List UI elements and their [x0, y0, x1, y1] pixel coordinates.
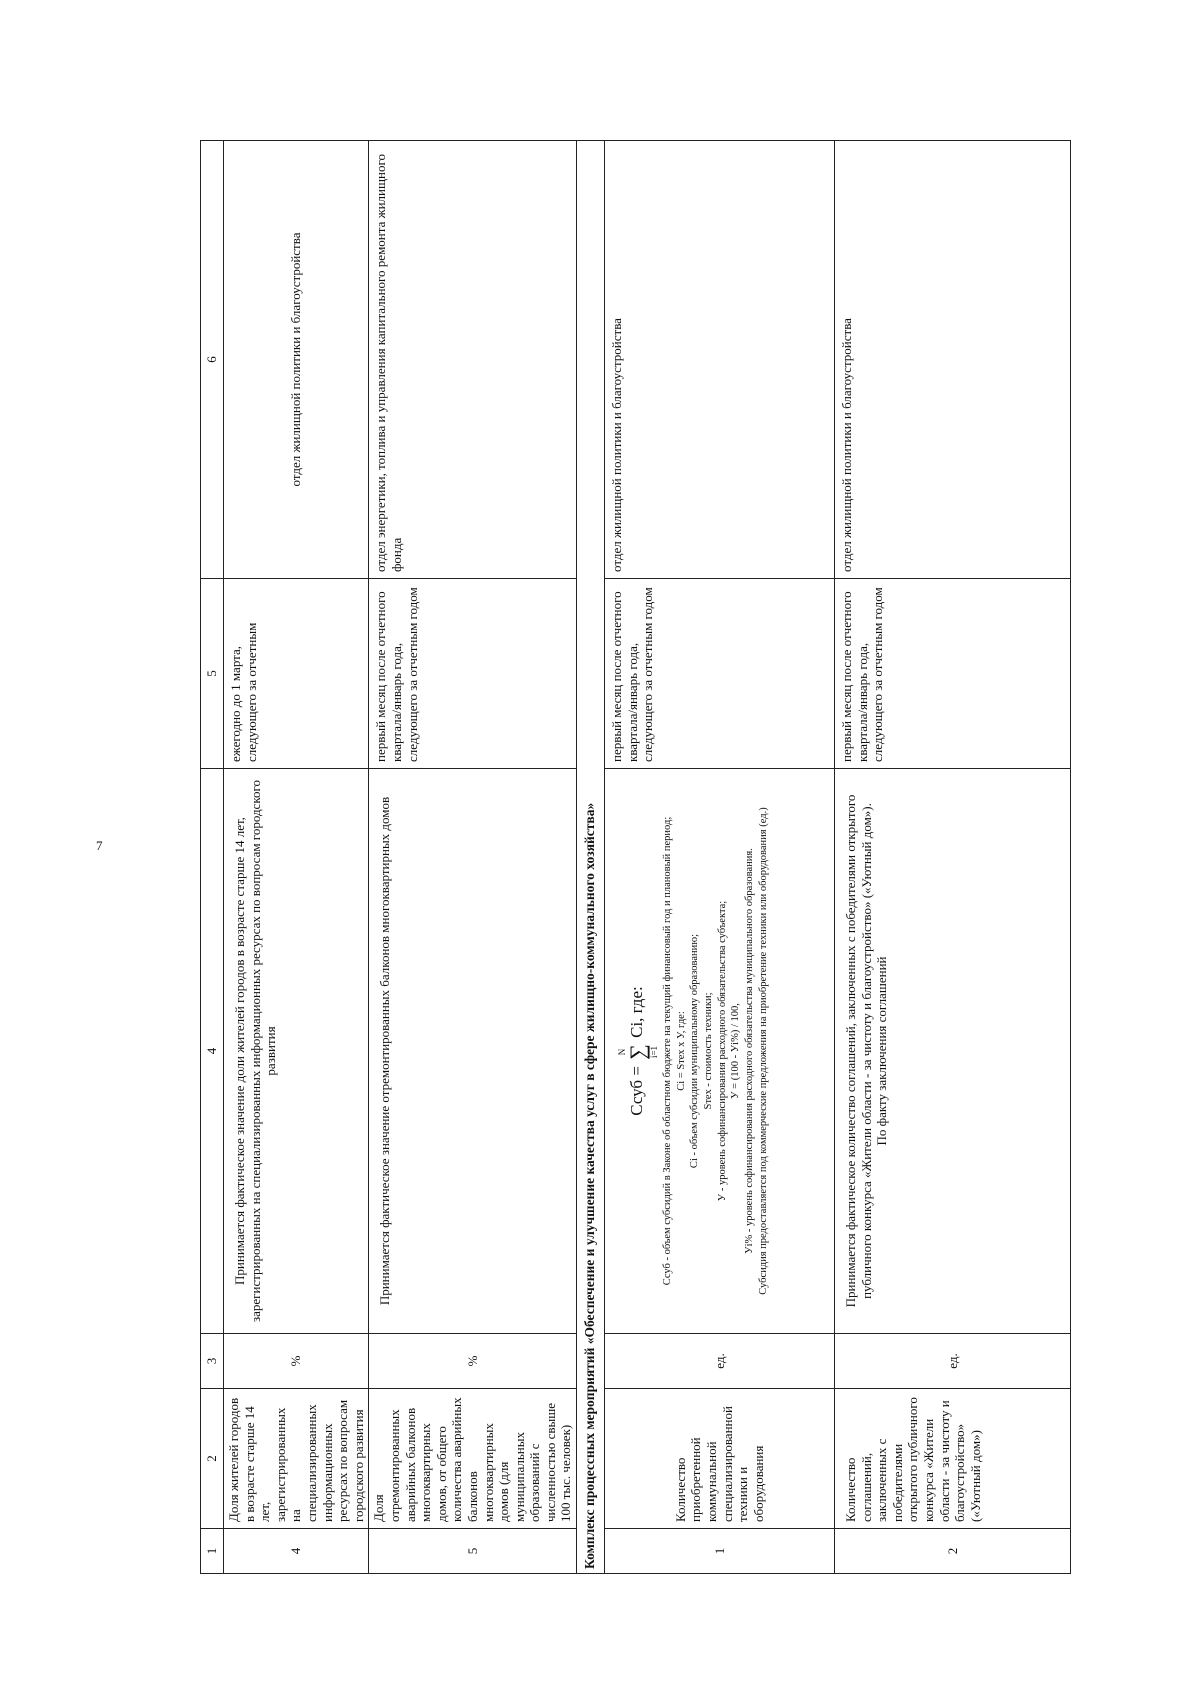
sum-lower-limit: i=1 [649, 1045, 660, 1059]
section-title: Комплекс процессных мероприятий «Обеспечение и улучшение качества услуг в сфере жилищно-коммунального хозяйства» [577, 141, 605, 1574]
formula-explanation-line: У = (100 - Уi%) / 100, [730, 1003, 742, 1099]
unit: % [224, 1334, 369, 1389]
reporting-period: первый месяц после отчетного квартала/январь года, следующего за отчетным годом [369, 579, 577, 769]
responsible-unit: отдел жилищной политики и благоустройства [224, 141, 369, 579]
reporting-period: первый месяц после отчетного квартала/январь года, следующего за отчетным годом [605, 579, 835, 769]
header-cell: 6 [201, 141, 224, 579]
responsible-unit: отдел энергетики, топлива и управления капитального ремонта жилищного фонда [369, 141, 577, 579]
unit: ед. [605, 1334, 835, 1389]
row-number: 1 [605, 1529, 835, 1574]
calculation-method [605, 769, 835, 1334]
unit: % [369, 1334, 577, 1389]
table-row [605, 141, 835, 1574]
sigma-glyph: ∑ [625, 1044, 651, 1060]
formula-explanation-line: Ci = Sтех х У, где: [675, 1011, 687, 1091]
section-header-row [577, 141, 605, 1574]
formula-explanation-line: Ci - объем субсидии муниципальному образованию; [689, 933, 701, 1169]
table-header-row [201, 141, 224, 1574]
formula-explanation-line: Уi% - уровень софинансирования расходного обязательства муниципального образования. [743, 848, 755, 1254]
sum-upper-limit: N [617, 1048, 628, 1056]
header-cell: 5 [201, 579, 224, 769]
indicator-name: Количество соглашений, заключенных с победителями открытого публичного конкурса «Жители области - за чистоту и благоустройство» («Уютный дом») [835, 1389, 1071, 1529]
table-row [835, 141, 1071, 1574]
formula-explanation-line: Sтех - стоимость техники; [702, 992, 714, 1110]
formula-explanation-line: У - уровень софинансирования расходного обязательства субъекта; [716, 900, 728, 1202]
formula-lhs: Ссуб = [626, 1066, 646, 1116]
indicators-table [200, 140, 1071, 1574]
responsible-unit: отдел жилищной политики и благоустройства [605, 141, 835, 579]
formula-explanation-line: Субсидия предоставляется под коммерческие предложения на приобретение техники или оборудования (ед.) [757, 807, 769, 1295]
responsible-unit: отдел жилищной политики и благоустройства [835, 141, 1071, 579]
header-cell: 3 [201, 1334, 224, 1389]
method-note: По факту заключения соглашений [874, 956, 890, 1146]
reporting-period: ежегодно до 1 марта, следующего за отчетным [224, 579, 369, 769]
indicator-name: Доля жителей городов в возрасте старше 14 лет, зарегистрированных на специализированных информационных ресурсах по вопросам городского развития [224, 1389, 369, 1529]
header-cell: 1 [201, 1529, 224, 1574]
page-number: 7 [96, 838, 103, 853]
calculation-method [835, 769, 1071, 1334]
method-text: Принимается фактическое количество соглашений, заключенных с победителями открытого публичного конкурса «Жители области - за чистоту и благоустройство» («Уютный дом»). [843, 794, 874, 1308]
calculation-method: Принимается фактическое значение отремонтированных балконов многоквартирных домов [369, 769, 577, 1334]
unit: ед. [835, 1334, 1071, 1389]
indicator-name: Доля отремонтированных аварийных балконов многоквартирных домов, от общего количества аварийных балконов многоквартирных домов (для муниципальных образований с численностью свыше 100 тыс. человек) [369, 1389, 577, 1529]
table-row [369, 141, 577, 1574]
rotated-table-sheet [200, 140, 1026, 1574]
formula-rhs: Ci, где: [626, 986, 646, 1038]
row-number: 4 [224, 1529, 369, 1574]
header-cell: 2 [201, 1389, 224, 1529]
row-number: 5 [369, 1529, 577, 1574]
sum-symbol [617, 1044, 659, 1060]
table-row [224, 141, 369, 1574]
subsidy-formula [617, 775, 659, 1327]
indicator-name: Количество приобретенной коммунальной специализированной техники и оборудования [605, 1389, 835, 1529]
row-number: 2 [835, 1529, 1071, 1574]
header-cell: 4 [201, 769, 224, 1334]
reporting-period: первый месяц после отчетного квартала/январь года, следующего за отчетным годом [835, 579, 1071, 769]
calculation-method: Принимается фактическое значение доли жителей городов в возрасте старше 14 лет, зарегистрированных на специализированных информационных ресурсах по вопросам городского развития [224, 769, 369, 1334]
formula-explanation-line: Ссуб - объем субсидий в Законе об областном бюджете на текущий финансовый год и плановый период; [662, 816, 674, 1286]
